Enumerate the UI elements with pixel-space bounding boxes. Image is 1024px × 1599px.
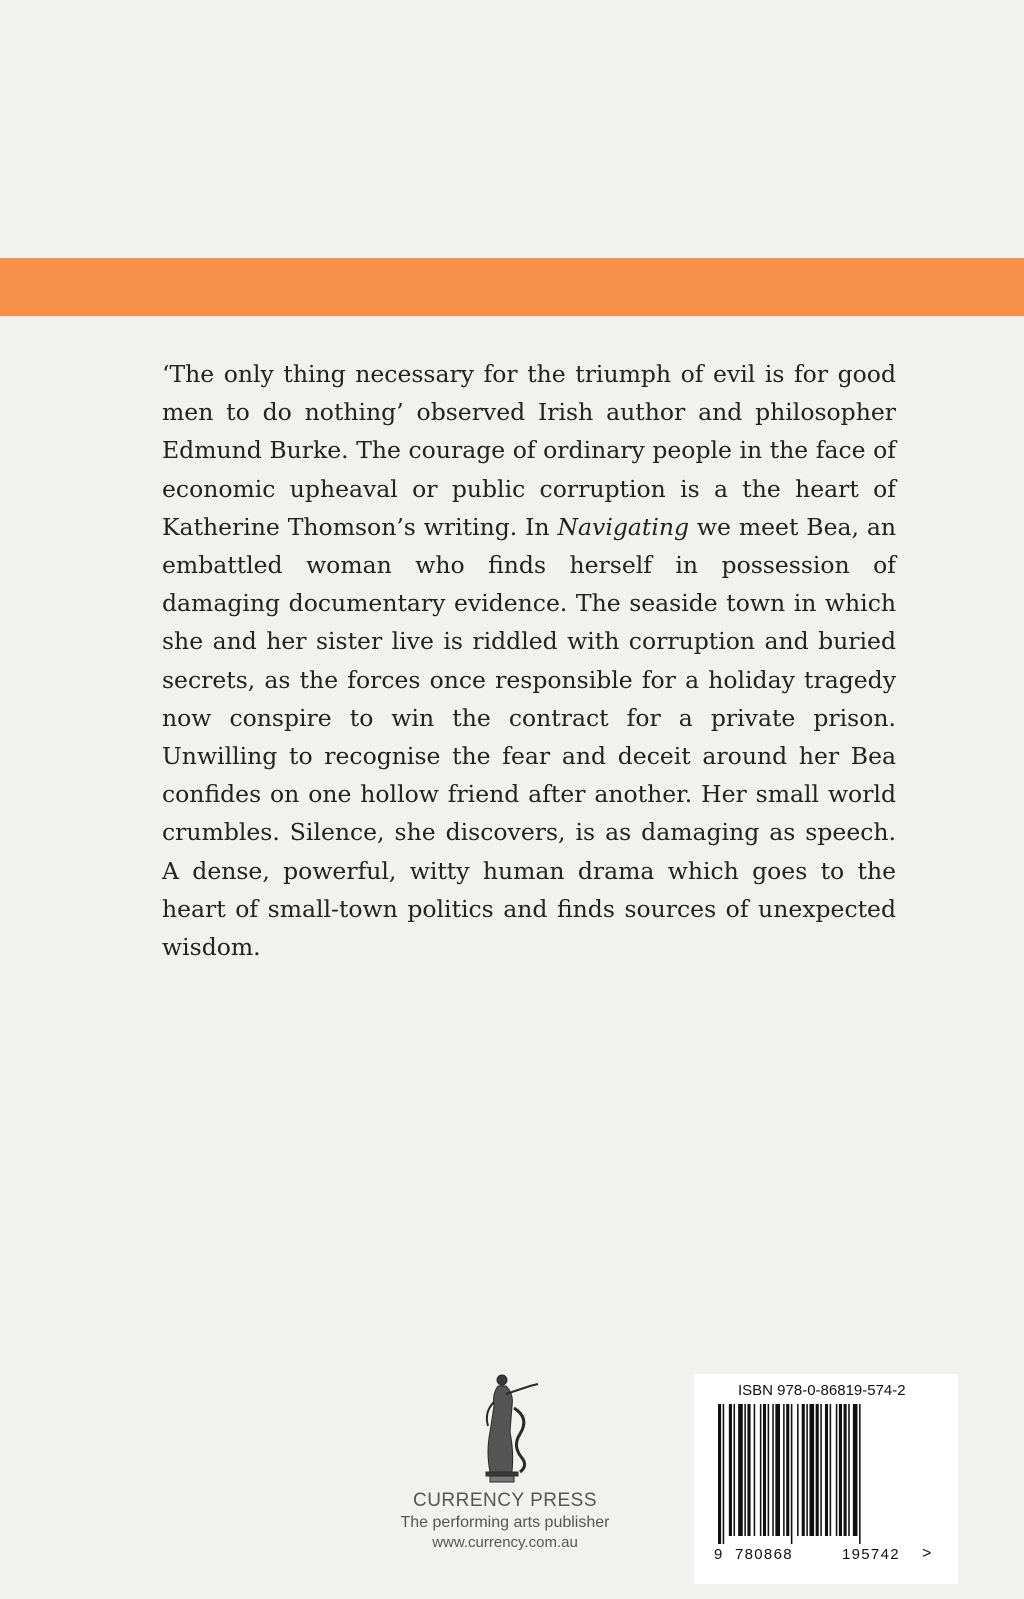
barcode-bar: [806, 1404, 808, 1536]
muse-figure-icon: [460, 1372, 550, 1484]
publisher-name: CURRENCY PRESS: [412, 1490, 598, 1511]
barcode-bar: [734, 1404, 736, 1536]
publisher-logo: [370, 1372, 640, 1572]
barcode-bar: [744, 1404, 746, 1536]
blurb-text-2: we meet Bea, an embattled woman who finds herself in possession of damaging documentary evidence. The seaside town in which she and her sister live is riddled with corruption and buried secrets, as the forces once responsible for a holiday tragedy now conspire to win the contract for a private prison. Unwilling to recognise the fear and deceit around her Bea confides on one hollow friend after another. Her small world crumbles. Silence, she discovers, is as damaging as speech. A dense, powerful, witty human drama which goes to the heart of small-town politics and finds sources of unexpected wisdom.: [162, 512, 897, 962]
barcode-bar: [738, 1404, 743, 1536]
barcode-bar: [848, 1404, 850, 1536]
barcode-bars: [694, 1404, 958, 1544]
publisher-tagline: The performing arts publisher: [400, 1514, 610, 1531]
barcode-panel: [694, 1374, 958, 1584]
barcode-bar: [816, 1404, 819, 1536]
barcode-bar: [859, 1404, 861, 1544]
barcode-bar: [844, 1404, 847, 1536]
barcode-bar: [723, 1404, 725, 1544]
barcode-bar: [791, 1404, 793, 1544]
barcode-bar: [763, 1404, 766, 1536]
barcode-digits-right: 195742: [842, 1546, 900, 1563]
barcode-bar: [729, 1404, 732, 1536]
barcode-bar: [718, 1404, 721, 1544]
barcode-digits-left: 780868: [735, 1546, 793, 1563]
barcode-bar: [797, 1404, 799, 1536]
barcode-bar: [802, 1404, 805, 1536]
barcode-bar: [809, 1404, 814, 1536]
barcode-bar: [768, 1404, 770, 1536]
barcode-bar: [775, 1404, 780, 1536]
orange-band: [0, 258, 1024, 316]
back-cover-blurb: [162, 355, 896, 966]
barcode-bar: [836, 1404, 838, 1536]
barcode-bar: [839, 1404, 842, 1536]
barcode-bar: [783, 1404, 785, 1536]
barcode-bar: [825, 1404, 828, 1536]
barcode-digit-first: 9: [714, 1546, 723, 1563]
publisher-website: www.currency.com.au: [432, 1534, 578, 1551]
barcode-bar: [786, 1404, 789, 1536]
isbn-number: ISBN 978-0-86819-574-2: [738, 1382, 906, 1399]
barcode-bar: [830, 1404, 832, 1536]
barcode-bar: [820, 1404, 822, 1536]
barcode-arrow: >: [922, 1545, 932, 1562]
play-title: Navigating: [557, 512, 690, 541]
barcode-bar: [772, 1404, 774, 1536]
barcode-bar: [747, 1404, 750, 1536]
blurb-text-1: ‘The only thing necessary for the triumph of evil is for good men to do nothing’ observed Irish author and philosopher Edmund Burke. The courage of ordinary people in the face of economic upheaval or public corruption is a the heart of Katherine Thomson’s writing. In: [162, 360, 896, 541]
barcode-bar: [853, 1404, 858, 1536]
barcode-bar: [754, 1404, 756, 1536]
barcode-bar: [760, 1404, 762, 1536]
